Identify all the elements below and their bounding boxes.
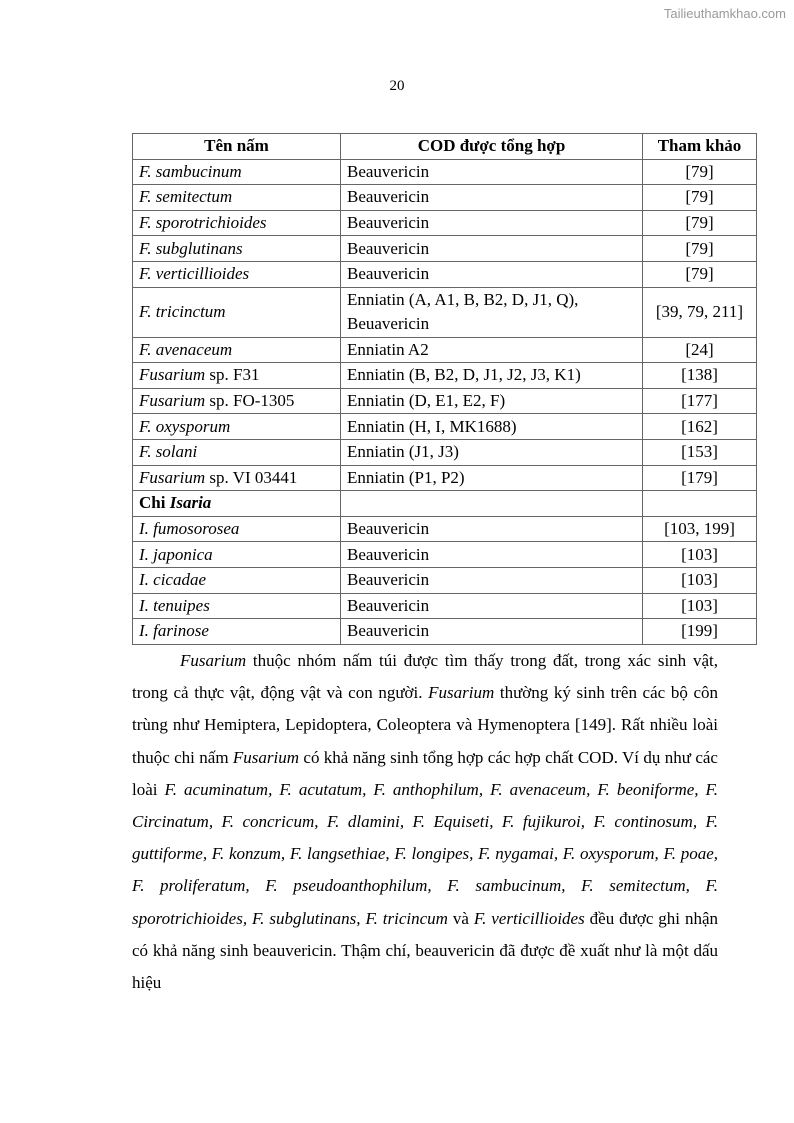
- cod-cell: Enniatin (J1, J3): [341, 439, 643, 465]
- reference-cell: [103]: [643, 567, 757, 593]
- fungus-name-cell: [133, 210, 341, 236]
- cod-cell: Beauvericin: [341, 185, 643, 211]
- fungus-name-cell: [133, 439, 341, 465]
- cod-cell: Enniatin (P1, P2): [341, 465, 643, 491]
- fungus-name: I. fumosorosea: [139, 519, 240, 539]
- strain-suffix: sp. VI 03441: [205, 467, 298, 487]
- cod-cell: Enniatin A2: [341, 337, 643, 363]
- fungus-name: F. subglutinans: [139, 238, 243, 258]
- paragraph-text: thuộc nhóm nấm túi được tìm thấy trong đất, trong xác sinh vật, trong cả thực vật, động vật và con người.: [132, 651, 718, 703]
- table-row: [133, 465, 757, 491]
- fungus-name-cell: [133, 542, 341, 568]
- reference-cell: [103]: [643, 542, 757, 568]
- table-row: [133, 491, 757, 517]
- fungus-name: F. oxysporum: [139, 416, 231, 436]
- table-row: [133, 236, 757, 262]
- reference-cell: [153]: [643, 439, 757, 465]
- group-header-cell: [133, 491, 341, 517]
- cod-cell: Enniatin (D, E1, E2, F): [341, 388, 643, 414]
- table-row: [133, 414, 757, 440]
- species-term: F. verticillioides: [473, 908, 585, 928]
- fungus-name-cell: [133, 261, 341, 287]
- fungus-name: F. tricinctum: [139, 302, 226, 322]
- fungus-name-cell: [133, 363, 341, 389]
- fungus-name-cell: [133, 236, 341, 262]
- genus-term: Fusarium: [428, 683, 495, 703]
- fungus-name: F. solani: [139, 442, 198, 462]
- paragraph-text: có khả năng sinh tổng hợp các hợp chất COD. Ví dụ như các loài: [132, 747, 718, 799]
- fungus-name: I. tenuipes: [139, 595, 210, 615]
- cod-cell: Beauvericin: [341, 236, 643, 262]
- table-row: [133, 542, 757, 568]
- fungus-name-cell: [133, 287, 341, 337]
- fungus-name-cell: [133, 593, 341, 619]
- strain-suffix: sp. F31: [205, 365, 260, 385]
- table-row: [133, 287, 757, 337]
- reference-cell: [79]: [643, 159, 757, 185]
- table-row: [133, 159, 757, 185]
- header-cod: COD được tổng hợp: [341, 134, 643, 160]
- fungus-name-cell: [133, 567, 341, 593]
- page-number: 20: [389, 78, 405, 94]
- fungus-name: F. verticillioides: [139, 264, 250, 284]
- fungus-name: F. avenaceum: [139, 339, 233, 359]
- reference-cell: [643, 491, 757, 517]
- reference-cell: [199]: [643, 619, 757, 645]
- fungus-name: F. sporotrichioides: [139, 213, 267, 233]
- strain-suffix: sp. FO-1305: [205, 391, 295, 411]
- cod-cell: Beauvericin: [341, 619, 643, 645]
- cod-cell: Beauvericin: [341, 542, 643, 568]
- reference-cell: [39, 79, 211]: [643, 287, 757, 337]
- fungus-name: I. farinose: [139, 621, 209, 641]
- reference-cell: [79]: [643, 210, 757, 236]
- fungus-name-cell: [133, 516, 341, 542]
- fungus-name: I. cicadae: [139, 570, 207, 590]
- fungus-name: Fusarium: [139, 391, 206, 411]
- reference-cell: [103]: [643, 593, 757, 619]
- table-row: [133, 337, 757, 363]
- table-row: [133, 261, 757, 287]
- cod-cell: Beauvericin: [341, 516, 643, 542]
- fungus-name-cell: [133, 465, 341, 491]
- table-row: [133, 185, 757, 211]
- group-prefix: Chi: [139, 493, 170, 513]
- reference-cell: [79]: [643, 185, 757, 211]
- table-body: [133, 159, 757, 644]
- cod-cell: Beauvericin: [341, 593, 643, 619]
- table-row: [133, 619, 757, 645]
- cod-cell: Beauvericin: [341, 567, 643, 593]
- fungus-name: I. japonica: [139, 544, 213, 564]
- table-row: [133, 593, 757, 619]
- table-row: [133, 439, 757, 465]
- fungus-name: Fusarium: [139, 467, 206, 487]
- body-paragraph: [132, 645, 718, 999]
- species-table: [132, 133, 757, 645]
- fungus-name: F. semitectum: [139, 187, 233, 207]
- header-fungus-name: Tên nấm: [133, 134, 341, 160]
- fungus-name-cell: [133, 388, 341, 414]
- fungus-name: F. sambucinum: [139, 161, 242, 181]
- cod-cell: Beauvericin: [341, 159, 643, 185]
- species-list: F. acuminatum, F. acutatum, F. anthophilum, F. avenaceum, F. beoniforme, F. Circinatum, F. concricum, F. dlamini, F. Equiseti, F. fujikuroi, F. continosum, F. guttiforme, F. konzum, F. langsethiae, F. longipes, F. nygamai, F. oxysporum, F. poae, F. proliferatum, F. pseudoanthophilum, F. sambucinum, F. semitectum, F. sporotrichioides, F. subglutinans, F. tricincum: [132, 779, 719, 928]
- reference-cell: [103, 199]: [643, 516, 757, 542]
- paragraph-text: đều được ghi nhận có khả năng sinh beauvericin. Thậm chí, beauvericin đã được đề xuất như là một dấu hiệu: [132, 908, 719, 993]
- reference-cell: [24]: [643, 337, 757, 363]
- fungus-name-cell: [133, 337, 341, 363]
- fungus-name-cell: [133, 414, 341, 440]
- fungus-name-cell: [133, 185, 341, 211]
- reference-cell: [79]: [643, 261, 757, 287]
- fungus-name-cell: [133, 619, 341, 645]
- cod-cell: Beauvericin: [341, 210, 643, 236]
- table-row: [133, 363, 757, 389]
- table-row: [133, 516, 757, 542]
- reference-cell: [179]: [643, 465, 757, 491]
- table-row: [133, 210, 757, 236]
- fungus-name-cell: [133, 159, 341, 185]
- cod-cell: Beauvericin: [341, 261, 643, 287]
- cod-cell: [341, 491, 643, 517]
- header-reference: Tham khảo: [643, 134, 757, 160]
- watermark: Tailieuthamkhao.com: [663, 6, 786, 21]
- table-header-row: [133, 134, 757, 160]
- reference-cell: [79]: [643, 236, 757, 262]
- cod-cell: Enniatin (H, I, MK1688): [341, 414, 643, 440]
- genus-term: Fusarium: [232, 747, 300, 767]
- cod-cell: Enniatin (A, A1, B, B2, D, J1, Q), Beuavericin: [341, 287, 643, 337]
- reference-cell: [162]: [643, 414, 757, 440]
- cod-cell: Enniatin (B, B2, D, J1, J2, J3, K1): [341, 363, 643, 389]
- reference-cell: [138]: [643, 363, 757, 389]
- table-row: [133, 567, 757, 593]
- paragraph-text: thường ký sinh trên các bộ côn trùng như Hemiptera, Lepidoptera, Coleoptera và Hymenoptera [149]. Rất nhiều loài thuộc chi nấm: [132, 683, 718, 767]
- table-row: [133, 388, 757, 414]
- group-genus: Isaria: [169, 493, 212, 513]
- reference-cell: [177]: [643, 388, 757, 414]
- paragraph-text: và: [447, 908, 474, 928]
- genus-term: Fusarium: [180, 651, 247, 670]
- fungus-name: Fusarium: [139, 365, 206, 385]
